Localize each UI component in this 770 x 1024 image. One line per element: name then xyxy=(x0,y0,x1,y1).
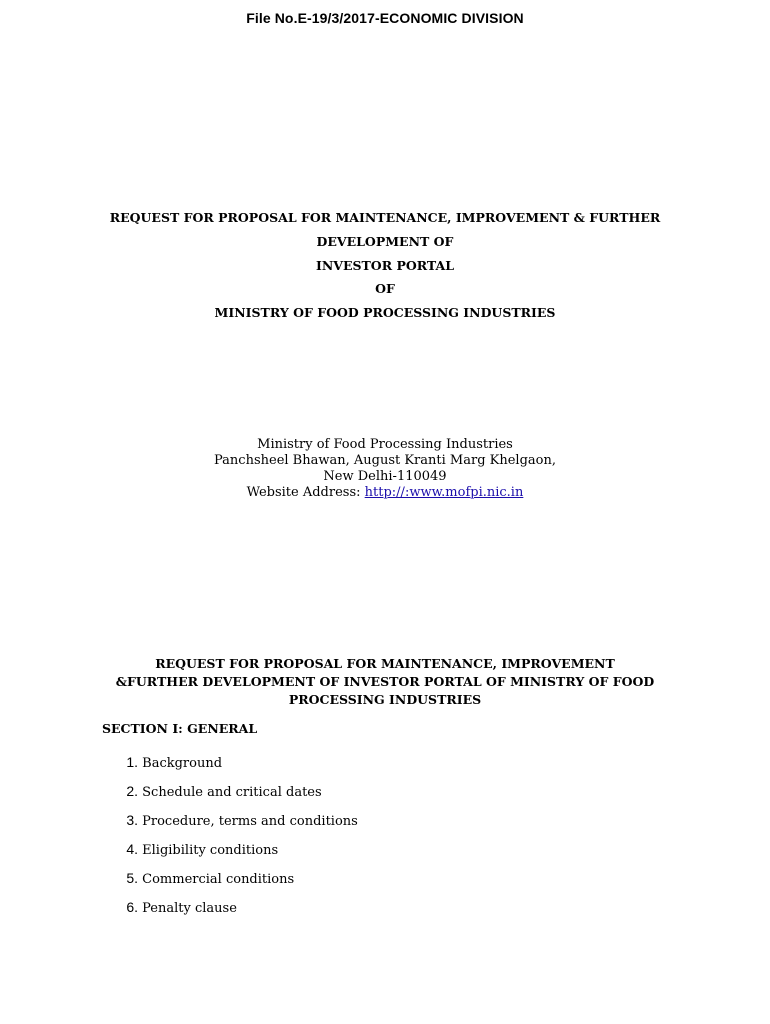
proposal-heading-line-3: PROCESSING INDUSTRIES xyxy=(288,692,482,707)
list-item xyxy=(102,748,358,777)
list-item xyxy=(102,806,358,835)
address-street: Panchsheel Bhawan, August Kranti Marg Khelgaon, xyxy=(214,453,556,468)
list-item-number: 1. xyxy=(126,754,138,770)
title-line-2: DEVELOPMENT OF xyxy=(316,234,454,249)
list-item-label: Background xyxy=(142,756,223,771)
file-number-header: File No.E-19/3/2017-ECONOMIC DIVISION xyxy=(246,10,524,26)
address-ministry: Ministry of Food Processing Industries xyxy=(257,437,513,452)
proposal-heading-line-1: REQUEST FOR PROPOSAL FOR MAINTENANCE, IMPROVEMENT xyxy=(155,656,615,671)
proposal-heading xyxy=(0,655,770,709)
address-website xyxy=(0,485,770,501)
section-contents-list xyxy=(102,748,358,922)
list-item xyxy=(102,835,358,864)
list-item-number: 2. xyxy=(126,783,138,799)
list-item-label: Penalty clause xyxy=(142,901,237,916)
list-item-label: Commercial conditions xyxy=(142,872,295,887)
list-item-label: Schedule and critical dates xyxy=(142,785,322,800)
list-item-label: Procedure, terms and conditions xyxy=(142,814,358,829)
proposal-heading-line-2: &FURTHER DEVELOPMENT OF INVESTOR PORTAL OF MINISTRY OF FOOD xyxy=(115,674,655,689)
list-item xyxy=(102,864,358,893)
list-item xyxy=(102,893,358,922)
list-item-number: 4. xyxy=(126,841,138,857)
list-item-label: Eligibility conditions xyxy=(142,843,279,858)
website-label: Website Address: xyxy=(246,485,365,500)
title-line-5: MINISTRY OF FOOD PROCESSING INDUSTRIES xyxy=(214,305,556,320)
list-item-number: 5. xyxy=(126,870,138,886)
title-line-1: REQUEST FOR PROPOSAL FOR MAINTENANCE, IMPROVEMENT & FURTHER xyxy=(109,210,661,225)
title-line-4: OF xyxy=(375,281,395,296)
website-link[interactable]: http://:www.mofpi.nic.in xyxy=(364,485,524,500)
title-line-3: INVESTOR PORTAL xyxy=(315,258,455,273)
list-item xyxy=(102,777,358,806)
list-item-number: 3. xyxy=(126,812,138,828)
section-title: SECTION I: GENERAL xyxy=(102,721,258,736)
list-item-number: 6. xyxy=(126,899,138,915)
address-city: New Delhi-110049 xyxy=(323,469,447,484)
